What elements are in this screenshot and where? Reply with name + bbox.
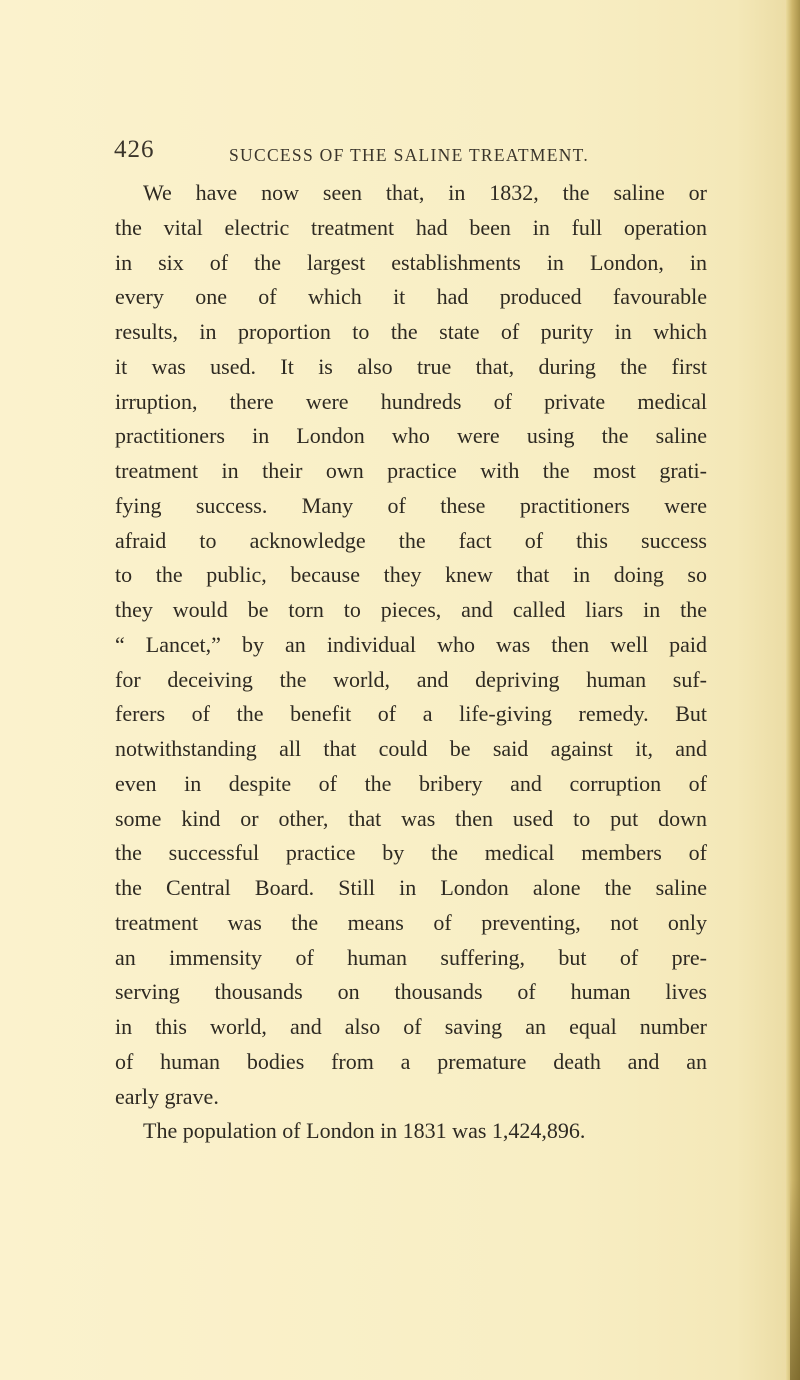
text-line: they would be torn to pieces, and called liars in the	[115, 597, 707, 622]
text-line: fying success. Many of these practitioners were	[115, 492, 707, 518]
text-line: afraid to acknowledge the fact of this success	[115, 527, 707, 553]
text-line: serving thousands on thousands of human lives	[115, 979, 707, 1005]
text-line: early grave.	[115, 1083, 219, 1109]
text-line: for deceiving the world, and depriving human suf-	[115, 666, 707, 692]
text-line: results, in proportion to the state of purity in which	[115, 319, 707, 344]
text-line: notwithstanding all that could be said against it, and	[115, 736, 707, 761]
text-line: of human bodies from a premature death and an	[115, 1048, 707, 1074]
text-line: the successful practice by the medical members of	[115, 840, 707, 866]
text-line: some kind or other, that was then used to put down	[115, 805, 707, 831]
running-head: SUCCESS OF THE SALINE TREATMENT.	[229, 145, 590, 165]
text-line: in six of the largest establishments in London, in	[115, 249, 707, 275]
text-line: in this world, and also of saving an equal number	[115, 1014, 707, 1039]
text-line: “ Lancet,” by an individual who was then well paid	[115, 631, 707, 657]
text-line: We have now seen that, in 1832, the saline or	[143, 180, 707, 205]
text-line: practitioners in London who were using the saline	[115, 423, 707, 449]
page-edge-stain	[790, 1180, 800, 1380]
text-line: an immensity of human suffering, but of pre-	[115, 944, 707, 970]
text-line: to the public, because they knew that in doing so	[115, 562, 707, 588]
page-number: 426	[114, 136, 155, 163]
text-line: ferers of the benefit of a life-giving remedy. But	[115, 701, 707, 727]
text-line: it was used. It is also true that, during the first	[115, 353, 707, 379]
text-line: every one of which it had produced favourable	[115, 284, 707, 310]
text-line: treatment was the means of preventing, not only	[115, 909, 707, 935]
text-line: the Central Board. Still in London alone the saline	[115, 875, 707, 900]
text-line: treatment in their own practice with the most grati-	[115, 458, 707, 483]
body-text	[115, 176, 707, 1149]
text-line: The population of London in 1831 was 1,424,896.	[143, 1118, 586, 1144]
page-header	[0, 136, 800, 176]
text-line: irruption, there were hundreds of private medical	[115, 388, 707, 414]
text-line: even in despite of the bribery and corruption of	[115, 770, 707, 796]
page-edge-shadow	[786, 0, 800, 1380]
text-line: the vital electric treatment had been in full operation	[115, 214, 707, 240]
